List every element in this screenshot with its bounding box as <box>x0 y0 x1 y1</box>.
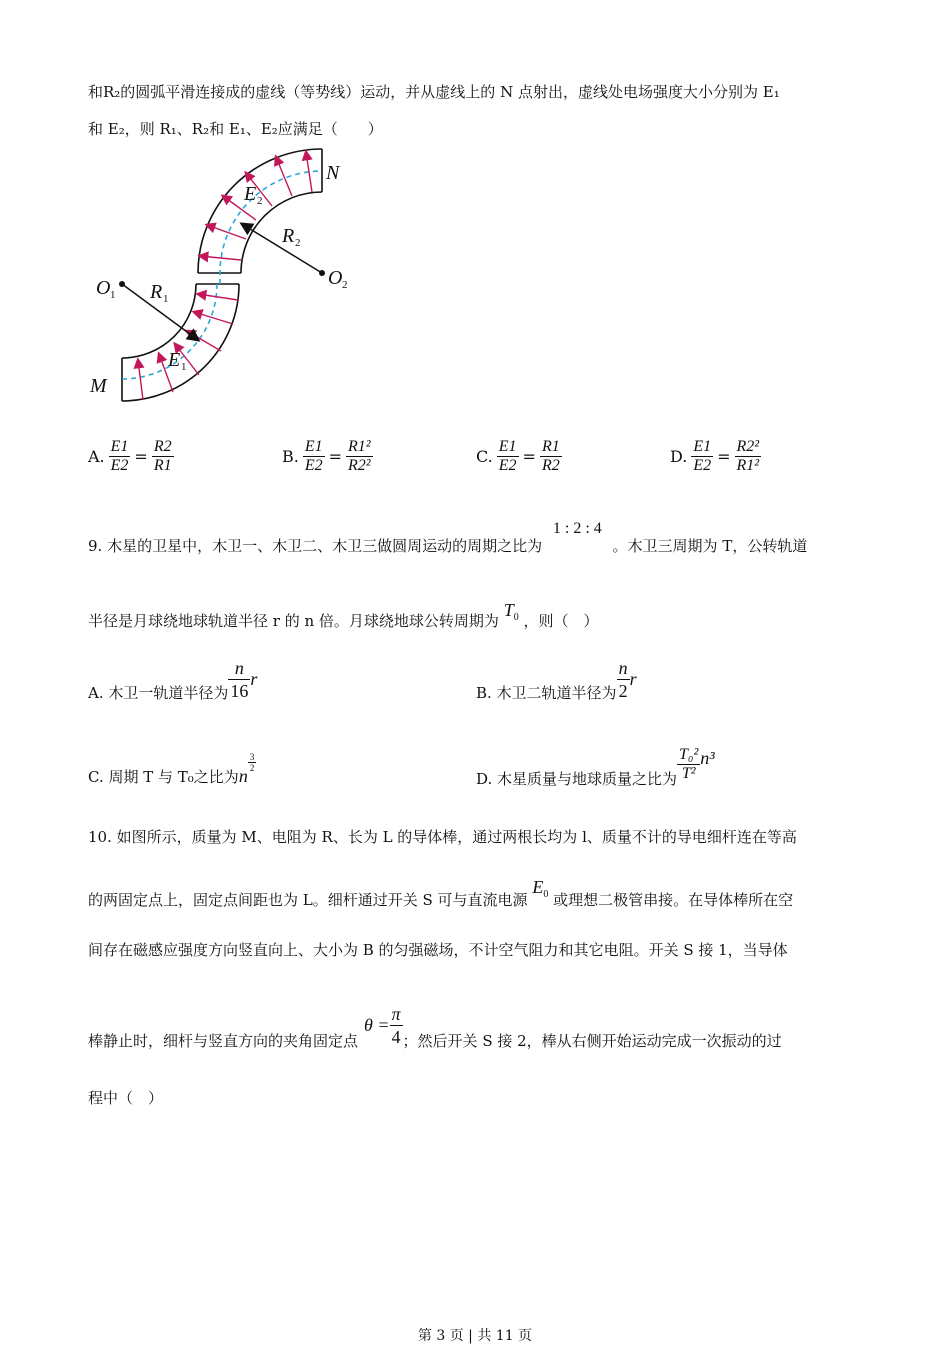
option-fraction <box>617 657 630 702</box>
lhs-fraction <box>109 438 131 475</box>
lhs-fraction <box>497 438 519 475</box>
pi-fraction <box>390 1003 403 1048</box>
numerator: T₀² <box>679 746 699 763</box>
q9-text-a: 9. 木星的卫星中，木卫一、木卫二、木卫三做圆周运动的周期之比为 <box>88 537 543 555</box>
q9-option-b[interactable] <box>476 656 637 703</box>
field-diagram <box>86 148 356 414</box>
q10-text-d: ；然后开关 S 接 2，棒从右侧开始运动完成一次振动的过 <box>402 1032 782 1050</box>
t0-symbol: T <box>503 600 514 620</box>
q10-line-1: 10. 如图所示，质量为 M、电阻为 R、长为 L 的导体棒，通过两根长均为 l、质量不计的导电细杆连在等高 <box>88 828 797 846</box>
q9-text-d: ，则（ ） <box>523 612 599 630</box>
option-letter: A. <box>88 447 105 466</box>
numerator: R1² <box>348 438 371 455</box>
denominator: E2 <box>110 457 129 474</box>
numerator: E1 <box>110 438 129 455</box>
denominator: R2² <box>348 457 371 474</box>
q10-line-3: 间存在磁感应强度方向竖直向上、大小为 B 的匀强磁场，不计空气阻力和其它电阻。开关 S 接 1，当导体 <box>88 941 788 959</box>
t0-sub: 0 <box>513 612 519 623</box>
e0-symbol: E <box>532 877 544 897</box>
exp-denominator: 2 <box>249 763 255 773</box>
numerator: E1 <box>304 438 323 455</box>
power-base: n <box>238 766 248 786</box>
page-footer: 第 3 页 | 共 11 页 <box>417 1328 533 1344</box>
label-r1-sub: 1 <box>163 293 169 305</box>
rhs-fraction <box>152 438 174 475</box>
label-e1-sub: 1 <box>181 361 187 373</box>
numerator: E1 <box>498 438 517 455</box>
denominator: E2 <box>304 457 323 474</box>
lhs-fraction <box>691 438 713 475</box>
label-e1: E <box>168 349 181 371</box>
q9-line-1 <box>88 520 808 557</box>
q9-line-2 <box>88 600 599 638</box>
numerator: n <box>228 657 250 680</box>
q10-text-c: 棒静止时，细杆与竖直方向的夹角固定点 <box>88 1032 359 1050</box>
q9-option-c[interactable] <box>88 752 256 787</box>
option-letter: D. <box>670 447 688 466</box>
denominator: 16 <box>230 681 249 701</box>
denominator: 4 <box>391 1027 401 1047</box>
upper-band <box>198 149 322 284</box>
label-r2: R <box>282 225 295 247</box>
q8-option-b[interactable]: B. $\frac{E1}{E2}$ = $\frac{\text{R1²}}{\text{R2²}}$ <box>282 438 371 474</box>
numerator: E1 <box>693 438 712 455</box>
option-text: B. 木卫二轨道半径为 <box>476 684 617 702</box>
option-text: D. 木星质量与地球质量之比为 <box>476 770 678 788</box>
numerator: n <box>618 658 628 678</box>
label-m: M <box>90 375 107 397</box>
label-e2-sub: 2 <box>257 195 263 207</box>
denominator: 2 <box>618 681 628 701</box>
label-o1-sub: 1 <box>110 289 116 301</box>
q8-option-a[interactable]: A. $\frac{E1}{E2}$ = $\frac{R2}{R1}$ <box>88 438 172 474</box>
exp-numerator: 3 <box>249 752 255 762</box>
intro-line-2: 和 E₂，则 R₁、R₂和 E₁、E₂应满足（ ） <box>88 120 383 138</box>
q10-line-2 <box>88 877 794 917</box>
lhs-fraction <box>303 438 325 475</box>
numerator: R2² <box>736 438 760 455</box>
q9-text-b: 。木卫三周期为 T，公转轨道 <box>612 537 808 555</box>
option-text: C. 周期 T 与 T₀之比为 <box>88 768 239 786</box>
option-text: A. 木卫一轨道半径为 <box>88 684 229 702</box>
denominator: R2 <box>541 457 560 474</box>
lower-band <box>122 284 239 401</box>
label-r2-sub: 2 <box>295 237 301 249</box>
e0-sub: 0 <box>543 889 549 900</box>
denominator: T² <box>681 765 696 782</box>
numerator: π <box>391 1004 401 1024</box>
label-n: N <box>326 162 340 184</box>
q9-text-c: 半径是月球绕地球轨道半径 r 的 n 倍。月球绕地球公转周期为 <box>88 612 499 630</box>
rhs-fraction <box>540 438 562 475</box>
option-fraction <box>228 657 250 702</box>
q9-option-a[interactable] <box>88 656 257 703</box>
q9-option-d[interactable] <box>476 740 715 789</box>
label-e2: E <box>244 183 257 205</box>
q10-line-4 <box>88 1000 782 1051</box>
q10-text-a: 的两固定点上，固定点间距也为 L。细杆通过开关 S 可与直流电源 <box>88 891 528 909</box>
label-o1: O <box>96 277 111 299</box>
rhs-fraction <box>346 438 373 475</box>
denominator: E2 <box>498 457 517 474</box>
q8-option-c[interactable]: C. $\frac{E1}{E2}$ = $\frac{R1}{R2}$ <box>476 438 560 474</box>
intro-line-1: 和R₂的圆弧平滑连接成的虚线（等势线）运动，并从虚线上的 N 点射出，虚线处电场强度大小分别为 E₁ <box>88 83 780 101</box>
theta-symbol: θ = <box>364 1015 390 1035</box>
q10-text-b: 或理想二极管串接。在导体棒所在空 <box>553 891 794 909</box>
numerator: R2 <box>153 438 172 455</box>
option-letter: C. <box>476 447 493 466</box>
label-r1: R <box>150 281 163 303</box>
q10-line-5: 程中（ ） <box>88 1089 164 1107</box>
label-o2-sub: 2 <box>342 279 348 291</box>
denominator: E2 <box>693 457 712 474</box>
option-tail: r <box>250 669 258 689</box>
denominator: R1 <box>153 457 172 474</box>
option-letter: B. <box>282 447 299 466</box>
option-fraction <box>677 746 700 783</box>
label-o2: O <box>328 267 343 289</box>
power-exponent <box>248 752 257 773</box>
period-ratio: 1 : 2 : 4 <box>552 520 602 537</box>
option-tail: r <box>629 669 637 689</box>
numerator: R1 <box>541 438 560 455</box>
denominator: R1² <box>736 457 760 474</box>
rhs-fraction <box>735 438 762 475</box>
option-tail: n³ <box>700 748 715 768</box>
q8-option-d[interactable]: D. $\frac{E1}{E2}$ = $\frac{\text{R2²}}{\text{R1²}}$ <box>670 438 760 474</box>
